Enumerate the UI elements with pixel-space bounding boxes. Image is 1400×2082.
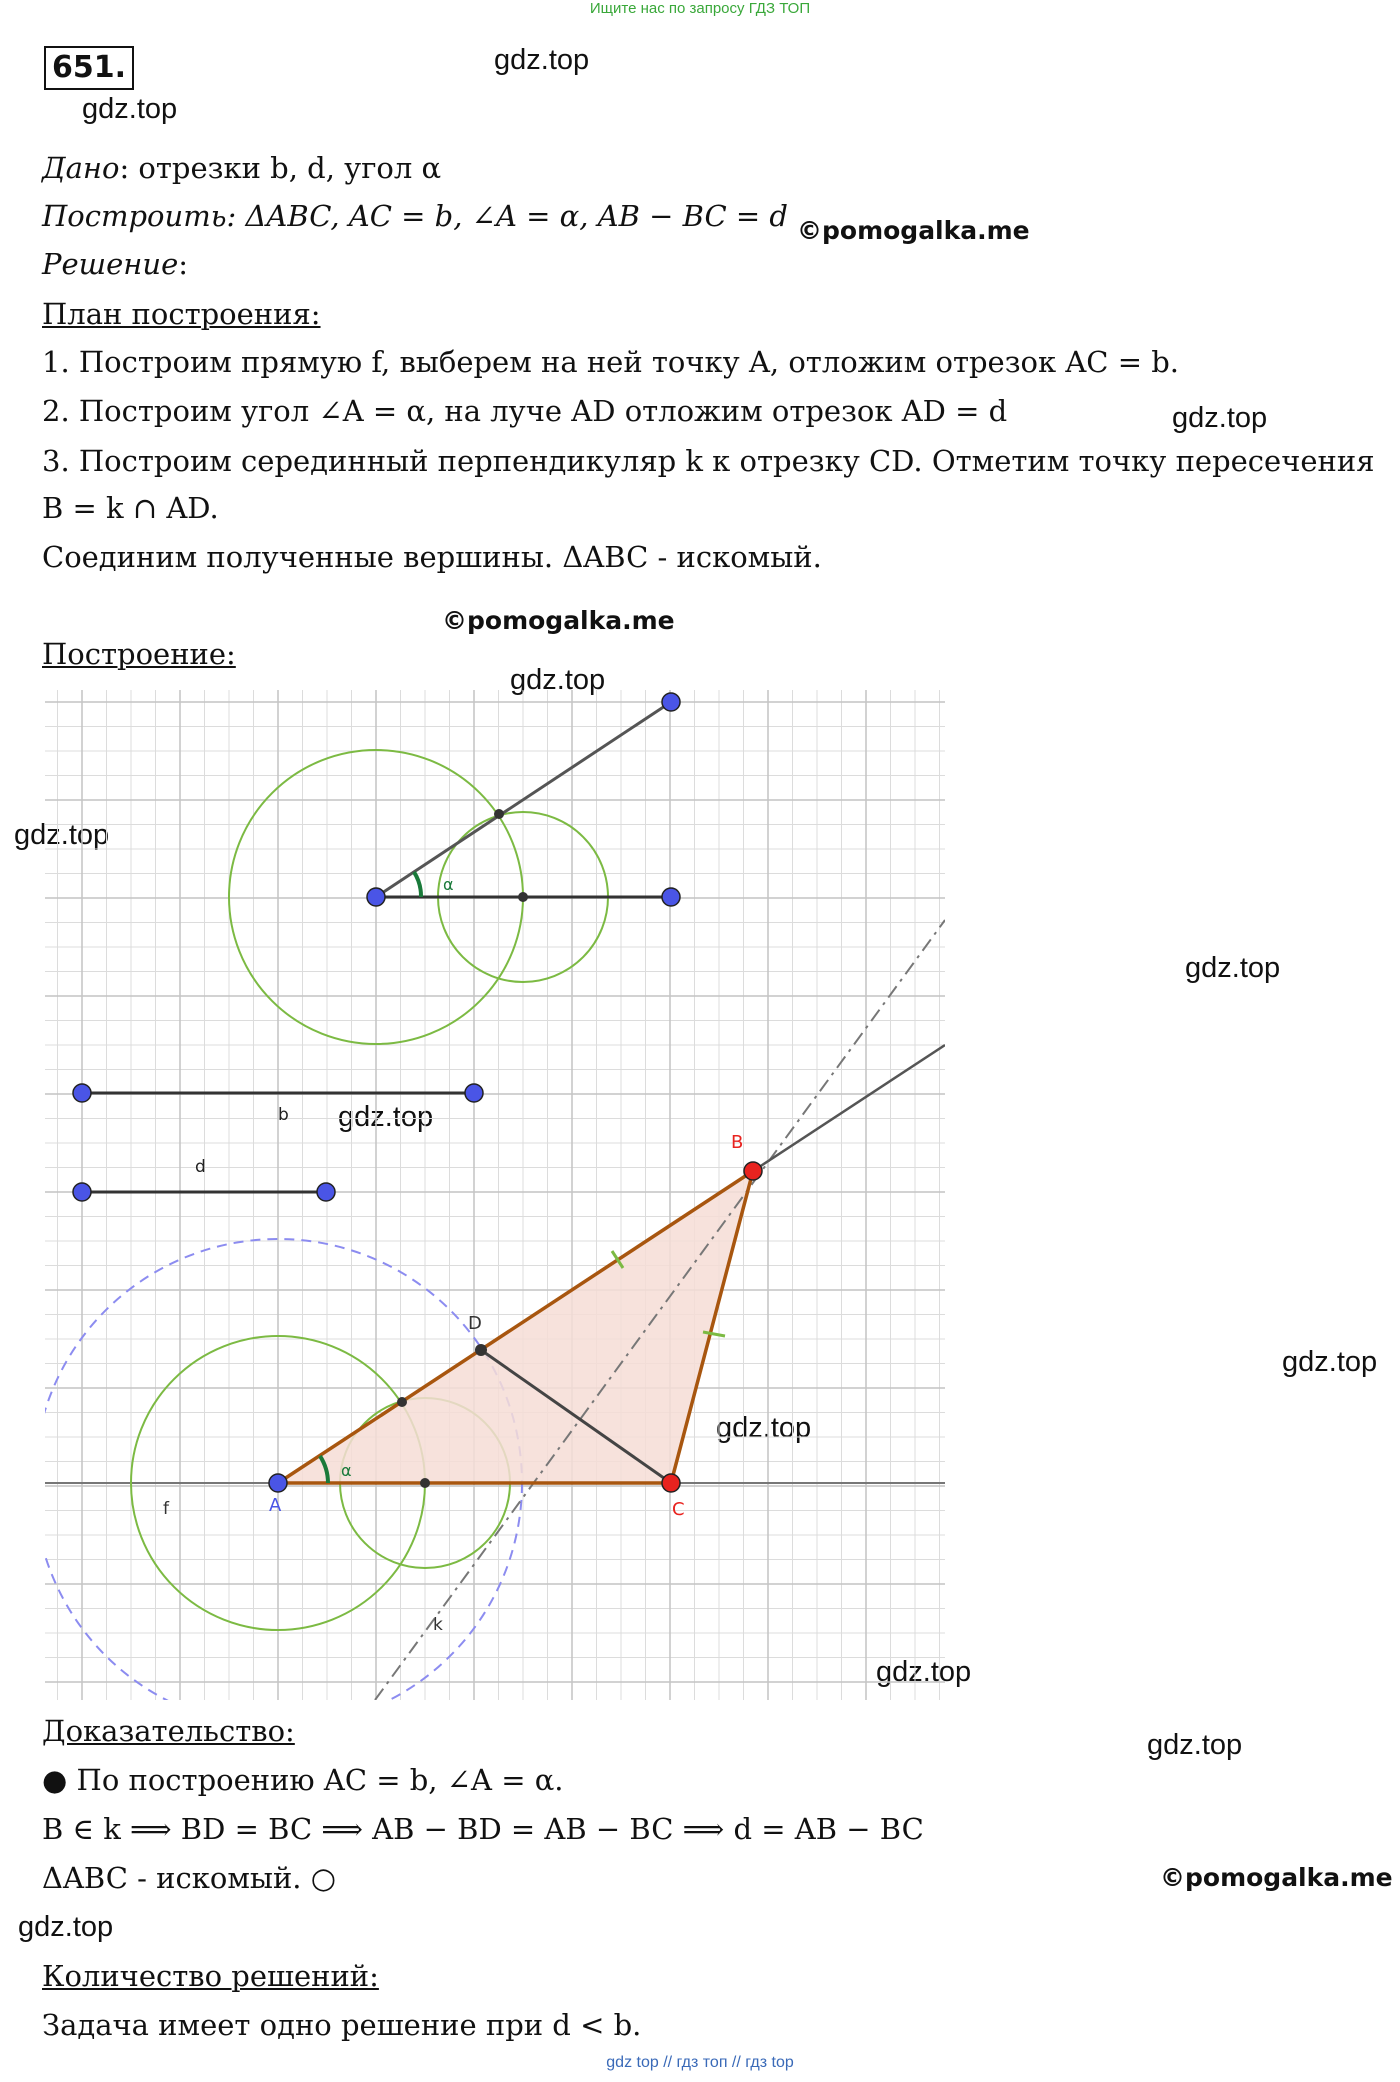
watermark-gdz: gdz.top [876, 1656, 972, 1688]
point-a [269, 1474, 287, 1492]
proof-line-2: B ∈ k ⟹ BD = BC ⟹ AB − BD = AB − BC ⟹ d = AB − BC [42, 1812, 924, 1846]
point-intersection-a [397, 1397, 407, 1407]
watermark-gdz: gdz.top [338, 1101, 434, 1133]
point-b-start [73, 1084, 91, 1102]
problem-number: 651. [44, 46, 134, 90]
watermark-pomogalka: ©pomogalka.me [1160, 1863, 1393, 1892]
construction-heading: Построение: [42, 637, 236, 671]
grid [45, 690, 945, 1700]
label-d-point: D [468, 1313, 482, 1334]
point-b-end [465, 1084, 483, 1102]
point-d-start [73, 1183, 91, 1201]
count-text: Задача имеет одно решение при d < b. [42, 2008, 642, 2042]
watermark-gdz: gdz.top [1147, 1729, 1243, 1761]
plan-step-3: 3. Построим серединный перпендикуляр k к отрезку CD. Отметим точку пересечения [42, 444, 1375, 478]
point-d [475, 1344, 487, 1356]
point-c [662, 1474, 680, 1492]
given-text: : отрезки b, d, угол α [119, 151, 442, 185]
watermark-gdz: gdz.top [82, 93, 178, 125]
point-d-end [317, 1183, 335, 1201]
given-label: Дано [42, 151, 120, 185]
label-b-vertex: B [731, 1132, 744, 1153]
proof-line-1: ● По построению AC = b, ∠A = α. [42, 1763, 564, 1797]
footer-links: gdz top // гдз топ // гдз top [606, 2054, 794, 2071]
plan-conclusion: Соединим полученные вершины. ΔABC - искомый. [42, 540, 822, 574]
point-top-inter [494, 809, 504, 819]
point-top-mid [518, 892, 528, 902]
solution-line [42, 246, 188, 282]
construct-line [42, 198, 788, 234]
watermark-pomogalka: ©pomogalka.me [442, 606, 675, 635]
point-top-end [662, 888, 680, 906]
solution-label: Решение [42, 247, 179, 281]
point-top-ray [662, 693, 680, 711]
label-a: A [269, 1495, 282, 1516]
grid-major [45, 690, 945, 1700]
watermark-gdz: gdz.top [18, 1911, 114, 1943]
watermark-gdz: gdz.top [1185, 952, 1281, 984]
construction-figure [45, 690, 945, 1700]
plan-heading: План построения: [42, 297, 321, 331]
label-c: C [672, 1499, 685, 1520]
count-heading: Количество решений: [42, 1959, 379, 1993]
watermark-gdz: gdz.top [14, 819, 110, 851]
label-f: f [163, 1499, 169, 1519]
point-top-a [367, 888, 385, 906]
label-k: k [433, 1615, 443, 1635]
watermark-gdz: gdz.top [494, 44, 590, 76]
solution-colon: : [178, 247, 189, 281]
watermark-gdz: gdz.top [1172, 402, 1268, 434]
angle-arc-top [414, 872, 421, 897]
watermark-gdz: gdz.top [1282, 1346, 1378, 1378]
point-b [744, 1162, 762, 1180]
proof-heading: Доказательство: [42, 1714, 295, 1748]
watermark-gdz: gdz.top [716, 1412, 812, 1444]
label-d: d [195, 1157, 206, 1177]
plan-step-2: 2. Построим угол ∠A = α, на луче AD отложим отрезок AD = d [42, 394, 1008, 428]
label-alpha-a: α [341, 1461, 352, 1480]
label-b: b [278, 1105, 289, 1125]
watermark-pomogalka: ©pomogalka.me [797, 216, 1030, 245]
watermark-gdz: gdz.top [510, 664, 606, 696]
construct-label: Построить [42, 199, 227, 233]
given-line [42, 150, 441, 186]
proof-line-3: ΔABC - искомый. ○ [42, 1861, 337, 1895]
plan-step-3-formula: B = k ∩ AD. [42, 491, 219, 525]
point-mid-ac [420, 1478, 430, 1488]
top-banner: Ищите нас по запросу ГДЗ ТОП [589, 0, 811, 17]
label-alpha-top: α [443, 875, 454, 894]
plan-step-1: 1. Построим прямую f, выберем на ней точку A, отложим отрезок AC = b. [42, 345, 1179, 379]
construct-text: : ΔABC, AC = b, ∠A = α, AB − BC = d [226, 199, 788, 233]
